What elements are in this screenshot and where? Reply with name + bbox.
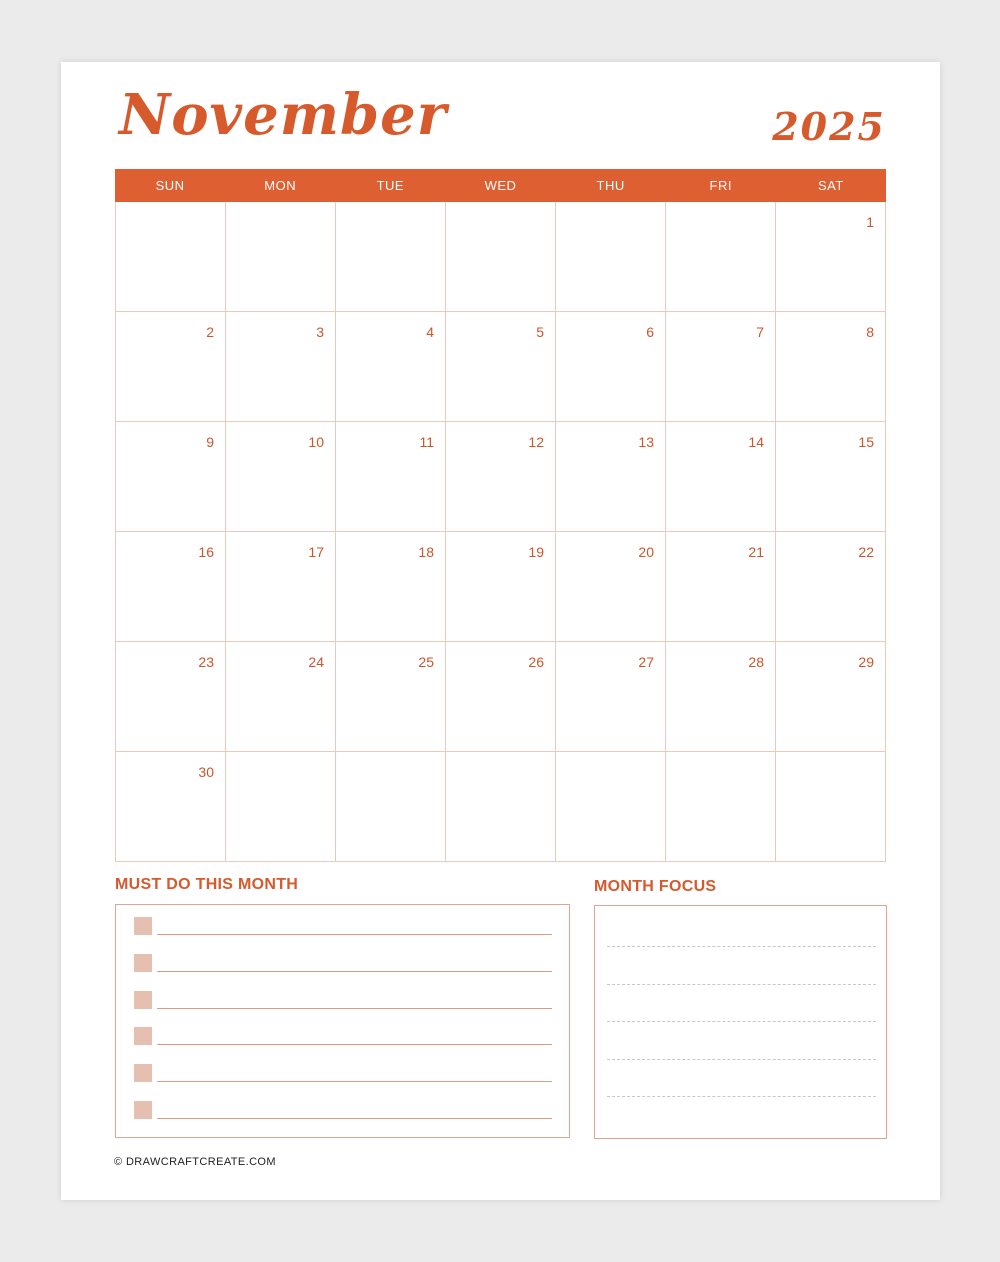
day-cell — [226, 312, 336, 422]
day-number: 21 — [748, 544, 764, 560]
empty-day-cell — [336, 752, 446, 862]
focus-writing-line — [607, 1096, 876, 1097]
todo-item — [134, 991, 552, 1009]
day-cell — [776, 202, 886, 312]
weekday-label: SUN — [155, 178, 185, 193]
day-number: 3 — [316, 324, 324, 340]
day-number: 9 — [206, 434, 214, 450]
day-number: 24 — [308, 654, 324, 670]
day-cell — [446, 532, 556, 642]
day-cell — [116, 642, 226, 752]
todo-checkbox[interactable] — [134, 991, 152, 1009]
day-cell — [556, 422, 666, 532]
focus-writing-line — [607, 984, 876, 985]
focus-title: MONTH FOCUS — [594, 878, 717, 895]
day-cell — [776, 422, 886, 532]
day-cell — [336, 642, 446, 752]
day-cell — [556, 642, 666, 752]
day-number: 16 — [198, 544, 214, 560]
empty-day-cell — [776, 752, 886, 862]
day-number: 10 — [308, 434, 324, 450]
empty-day-cell — [666, 752, 776, 862]
day-cell — [666, 312, 776, 422]
day-cell — [776, 532, 886, 642]
day-number: 28 — [748, 654, 764, 670]
todo-checkbox[interactable] — [134, 1064, 152, 1082]
day-cell — [776, 642, 886, 752]
empty-day-cell — [336, 202, 446, 312]
empty-day-cell — [226, 752, 336, 862]
day-number: 14 — [748, 434, 764, 450]
day-number: 17 — [308, 544, 324, 560]
weekday-label: MON — [264, 178, 297, 193]
empty-day-cell — [556, 752, 666, 862]
day-cell — [446, 312, 556, 422]
day-cell — [226, 532, 336, 642]
day-cell — [226, 642, 336, 752]
day-number: 15 — [858, 434, 874, 450]
empty-day-cell — [446, 752, 556, 862]
day-number: 29 — [858, 654, 874, 670]
day-cell — [116, 752, 226, 862]
day-number: 30 — [198, 764, 214, 780]
year-title: 2025 — [772, 104, 886, 149]
calendar-page — [61, 62, 940, 1200]
focus-writing-line — [607, 1021, 876, 1022]
day-number: 7 — [756, 324, 764, 340]
todo-writing-line — [157, 1044, 552, 1045]
day-cell — [556, 532, 666, 642]
day-cell — [666, 532, 776, 642]
empty-day-cell — [556, 202, 666, 312]
day-cell — [226, 422, 336, 532]
todo-checkbox[interactable] — [134, 1101, 152, 1119]
day-number: 23 — [198, 654, 214, 670]
day-number: 1 — [866, 214, 874, 230]
day-number: 18 — [418, 544, 434, 560]
day-number: 26 — [528, 654, 544, 670]
day-cell — [336, 532, 446, 642]
weekday-label: TUE — [376, 178, 405, 193]
day-cell — [336, 422, 446, 532]
day-number: 27 — [638, 654, 654, 670]
weekday-label: WED — [484, 178, 517, 193]
day-number: 8 — [866, 324, 874, 340]
day-cell — [446, 642, 556, 752]
day-number: 4 — [426, 324, 434, 340]
day-number: 22 — [858, 544, 874, 560]
focus-writing-line — [607, 1059, 876, 1060]
day-cell — [116, 312, 226, 422]
copyright-footer: © DRAWCRAFTCREATE.COM — [114, 1156, 276, 1168]
todo-checkbox[interactable] — [134, 1027, 152, 1045]
empty-day-cell — [116, 202, 226, 312]
todo-writing-line — [157, 934, 552, 935]
day-number: 11 — [419, 434, 434, 450]
day-cell — [116, 422, 226, 532]
todo-item — [134, 1027, 552, 1045]
todo-item — [134, 1101, 552, 1119]
focus-writing-line — [607, 946, 876, 947]
todo-writing-line — [157, 971, 552, 972]
empty-day-cell — [226, 202, 336, 312]
empty-day-cell — [666, 202, 776, 312]
day-number: 13 — [638, 434, 654, 450]
todo-list — [115, 904, 570, 1138]
empty-day-cell — [446, 202, 556, 312]
focus-notes — [594, 905, 887, 1139]
todo-item — [134, 954, 552, 972]
todo-writing-line — [157, 1118, 552, 1119]
day-number: 6 — [646, 324, 654, 340]
day-cell — [556, 312, 666, 422]
calendar-grid — [115, 169, 886, 862]
todo-title: MUST DO THIS MONTH — [115, 876, 299, 893]
todo-checkbox[interactable] — [134, 917, 152, 935]
todo-item — [134, 1064, 552, 1082]
weekday-header — [115, 169, 886, 202]
todo-checkbox[interactable] — [134, 954, 152, 972]
day-cell — [446, 422, 556, 532]
todo-writing-line — [157, 1008, 552, 1009]
day-cell — [116, 532, 226, 642]
day-number: 20 — [638, 544, 654, 560]
day-cell — [666, 422, 776, 532]
day-number: 12 — [528, 434, 544, 450]
month-title: November — [119, 82, 448, 148]
day-cell — [336, 312, 446, 422]
weekday-label: THU — [596, 178, 625, 193]
day-cell — [776, 312, 886, 422]
todo-item — [134, 917, 552, 935]
weekday-label: SAT — [818, 178, 844, 193]
day-number: 19 — [528, 544, 544, 560]
day-cell — [666, 642, 776, 752]
todo-writing-line — [157, 1081, 552, 1082]
day-number: 2 — [206, 324, 214, 340]
day-number: 25 — [418, 654, 434, 670]
day-number: 5 — [536, 324, 544, 340]
calendar-days — [115, 202, 886, 862]
weekday-label: FRI — [709, 178, 732, 193]
